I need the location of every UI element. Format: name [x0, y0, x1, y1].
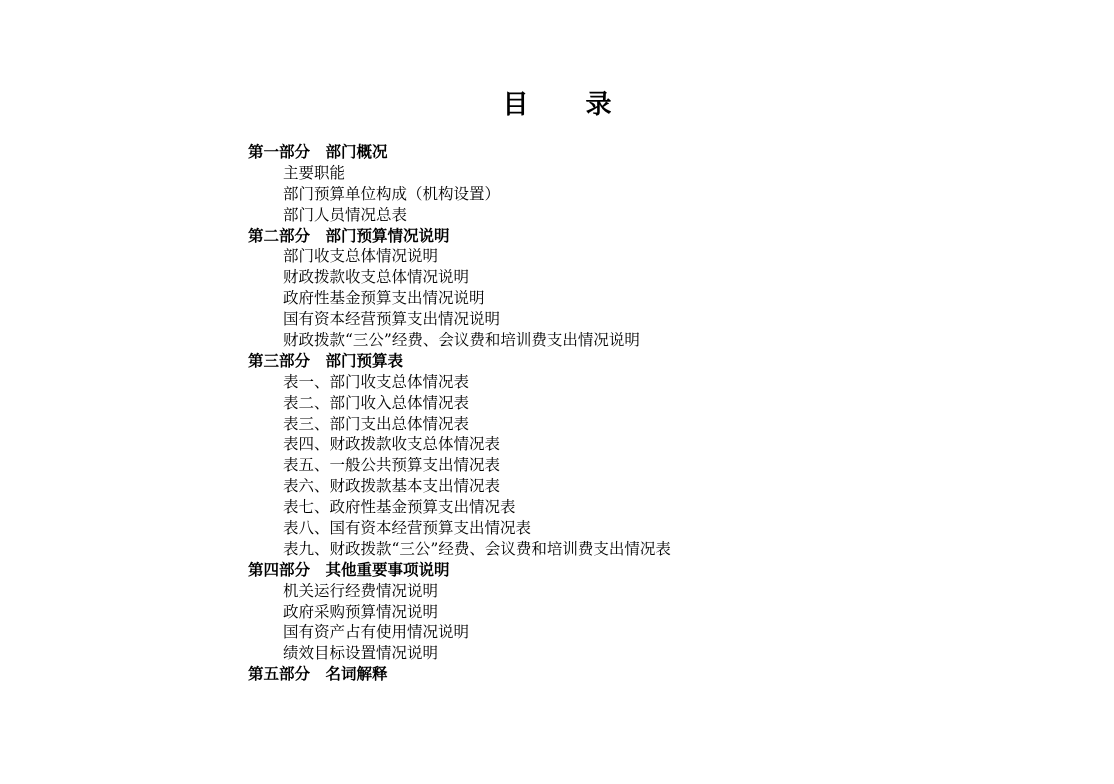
toc-item[interactable]: 主要职能: [283, 163, 346, 182]
toc-item[interactable]: 表二、部门收入总体情况表: [283, 393, 470, 412]
toc-section-title-part-3[interactable]: 第三部分 部门预算表: [248, 351, 404, 370]
toc-item[interactable]: 表三、部门支出总体情况表: [283, 414, 470, 433]
toc-item[interactable]: 财政拨款“三公”经费、会议费和培训费支出情况说明: [283, 331, 640, 350]
toc-item[interactable]: 机关运行经费情况说明: [283, 581, 439, 600]
toc-item[interactable]: 表五、一般公共预算支出情况表: [283, 456, 501, 475]
toc-item[interactable]: 部门收支总体情况说明: [283, 247, 439, 266]
toc-item[interactable]: 表四、财政拨款收支总体情况表: [283, 435, 501, 454]
table-of-contents: [248, 142, 868, 685]
toc-item[interactable]: 政府采购预算情况说明: [283, 602, 439, 621]
toc-section-title-part-4[interactable]: 第四部分 其他重要事项说明: [248, 560, 450, 579]
toc-item[interactable]: 绩效目标设置情况说明: [283, 644, 439, 663]
toc-item[interactable]: 表一、部门收支总体情况表: [283, 372, 470, 391]
toc-item[interactable]: 表八、国有资本经营预算支出情况表: [283, 519, 532, 538]
toc-item[interactable]: 财政拨款收支总体情况说明: [283, 268, 470, 287]
toc-item[interactable]: 表七、政府性基金预算支出情况表: [283, 498, 516, 517]
toc-item[interactable]: 表九、财政拨款“三公”经费、会议费和培训费支出情况表: [283, 539, 671, 558]
toc-section-title-part-2[interactable]: 第二部分 部门预算情况说明: [248, 226, 450, 245]
toc-item[interactable]: 政府性基金预算支出情况说明: [283, 289, 485, 308]
toc-section-title-part-1[interactable]: 第一部分 部门概况: [248, 143, 388, 161]
toc-item[interactable]: 表六、财政拨款基本支出情况表: [283, 477, 501, 496]
toc-section-title-part-5[interactable]: 第五部分 名词解释: [248, 665, 388, 684]
page-title: 目 录: [502, 90, 636, 120]
toc-item[interactable]: 部门预算单位构成（机构设置）: [283, 184, 501, 203]
toc-item[interactable]: 国有资本经营预算支出情况说明: [283, 310, 501, 329]
toc-item[interactable]: 部门人员情况总表: [283, 205, 408, 224]
toc-item[interactable]: 国有资产占有使用情况说明: [283, 623, 470, 642]
